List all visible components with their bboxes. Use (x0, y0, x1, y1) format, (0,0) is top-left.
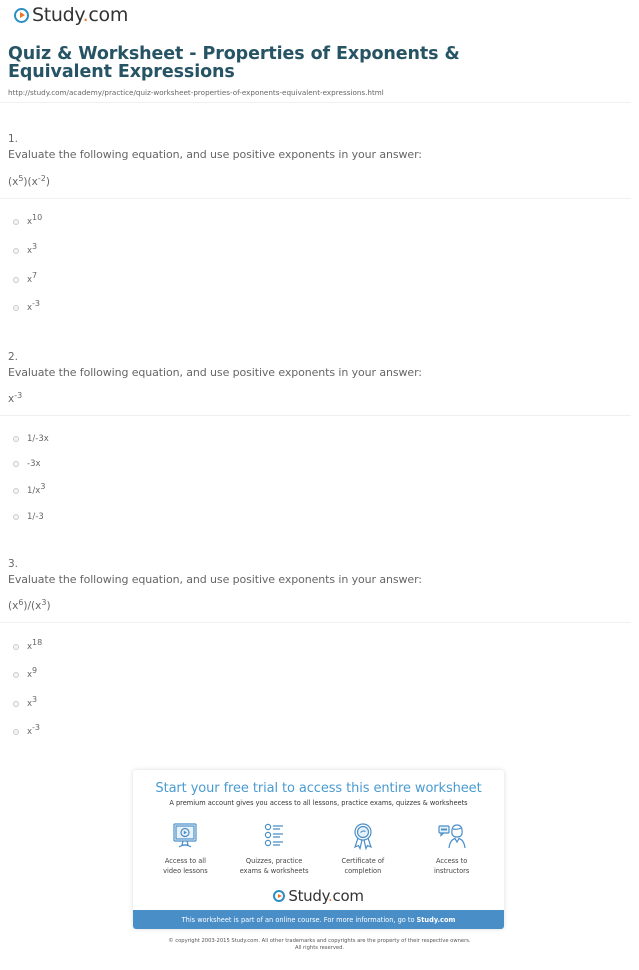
divider (0, 102, 631, 103)
divider (0, 622, 631, 623)
quiz-list-icon (259, 821, 289, 851)
copyright-footer: © copyright 2003-2015 Study.com. All other trademarks and copyrights are the property of their respective owners. All rights reserved. (168, 938, 471, 951)
radio-button[interactable] (13, 701, 19, 707)
page-url: http://study.com/academy/practice/quiz-worksheet-properties-of-exponents-equivalent-expressions.html (8, 88, 384, 97)
question-3-expression: $(x^6)/(x^3)$ (8, 598, 51, 612)
radio-button[interactable] (13, 488, 19, 494)
instructor-icon (437, 821, 467, 851)
radio-button[interactable] (13, 248, 19, 254)
question-2-number: 2. (8, 351, 19, 363)
study-logo[interactable] (14, 4, 128, 26)
feature-video-lessons: Access to all video lessons (142, 821, 228, 876)
question-3-option-4[interactable]: $x^{-3}$ (13, 726, 40, 738)
radio-button[interactable] (13, 672, 19, 678)
radio-button[interactable] (13, 436, 19, 442)
video-lesson-icon (170, 821, 200, 851)
question-1-expression: $(x^5)(x^{-2})$ (8, 174, 50, 188)
question-1-option-3[interactable]: $x^7$ (13, 274, 37, 286)
question-3-number: 3. (8, 558, 19, 570)
feature-list (133, 821, 504, 876)
feature-quizzes: Quizzes, practice exams & worksheets (231, 821, 317, 876)
free-trial-promo (133, 770, 504, 929)
certificate-icon (348, 821, 378, 851)
promo-title[interactable]: Start your free trial to access this entire worksheet (155, 781, 482, 796)
divider (0, 415, 631, 416)
radio-button[interactable] (13, 729, 19, 735)
question-3-option-3[interactable]: $x^3$ (13, 698, 37, 710)
play-icon (14, 8, 29, 23)
promo-subtitle: A premium account gives you access to all lessons, practice exams, quizzes & worksheets (169, 799, 468, 807)
feature-certificate: Certificate of completion (320, 821, 406, 876)
question-3-prompt: Evaluate the following equation, and use positive exponents in your answer: (8, 573, 422, 586)
radio-button[interactable] (13, 277, 19, 283)
question-1-option-4[interactable]: $x^{-3}$ (13, 302, 40, 314)
question-2-option-3[interactable]: $1/x^3$ (13, 485, 45, 497)
study-com-link[interactable]: Study.com (416, 915, 456, 924)
logo-text: Study.com (32, 4, 129, 26)
question-1-prompt: Evaluate the following equation, and use positive exponents in your answer: (8, 148, 422, 161)
radio-button[interactable] (13, 305, 19, 311)
question-3-option-2[interactable]: $x^9$ (13, 669, 37, 681)
course-info-bar: This worksheet is part of an online course. For more information, go to Study.com (133, 910, 504, 929)
question-2-option-1[interactable]: 1/-3x (13, 433, 49, 445)
promo-study-logo[interactable]: Study.com (133, 887, 504, 905)
play-icon (273, 890, 285, 902)
question-2-option-4[interactable]: 1/-3 (13, 511, 44, 523)
feature-instructors: Access to instructors (409, 821, 495, 876)
page-title: Quiz & Worksheet - Properties of Exponents & Equivalent Expressions (8, 44, 460, 82)
question-1-number: 1. (8, 133, 19, 145)
question-1-option-1[interactable]: $x^{10}$ (13, 216, 42, 228)
radio-button[interactable] (13, 461, 19, 467)
question-1-option-2[interactable]: $x^3$ (13, 245, 37, 257)
question-2-prompt: Evaluate the following equation, and use positive exponents in your answer: (8, 366, 422, 379)
radio-button[interactable] (13, 644, 19, 650)
radio-button[interactable] (13, 219, 19, 225)
question-3-option-1[interactable]: $x^{18}$ (13, 641, 42, 653)
question-2-option-2[interactable]: -3x (13, 458, 41, 470)
question-2-expression: $x^{-3}$ (8, 391, 23, 405)
divider (0, 198, 631, 199)
radio-button[interactable] (13, 514, 19, 520)
